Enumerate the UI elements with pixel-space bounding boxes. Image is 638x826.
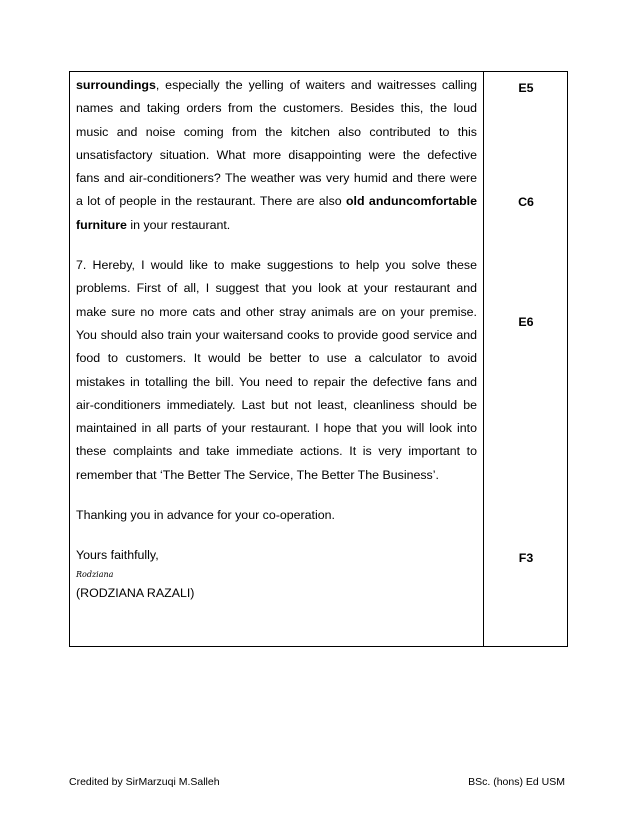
bold-text: furniture xyxy=(76,217,127,232)
text-line xyxy=(76,214,477,237)
text-line: fans and air-conditioners? The weather was very humid and there were xyxy=(76,171,477,186)
text-line: mistakes in totalling the bill. You need to repair the defective fans and xyxy=(76,374,477,389)
footer-degree: BSc. (hons) Ed USM xyxy=(468,776,565,788)
letter-table xyxy=(69,71,568,647)
text-line: remember that ‘The Better The Service, The Better The Business’. xyxy=(76,467,439,482)
text-line: names and taking orders from the customers. Besides this, the loud xyxy=(76,101,477,116)
mark-label: C6 xyxy=(518,195,534,209)
paragraph-gap xyxy=(76,487,477,504)
text-line: You should also train your waitersand cooks to provide good service and xyxy=(76,327,477,342)
mark-label: F3 xyxy=(518,551,534,565)
paragraph-complaints xyxy=(76,74,477,237)
paragraph-suggestions xyxy=(76,254,477,487)
signature: Rodziana xyxy=(76,569,114,579)
bold-text: surroundings xyxy=(76,78,156,92)
text-span: , especially the yelling of waiters and waitresses calling xyxy=(155,78,477,92)
text-line: maintained in all parts of your restaurant. I hope that you will look into xyxy=(76,421,477,436)
text-line: 7. Hereby, I would like to make suggestions to help you solve these xyxy=(76,258,477,273)
footer-credit: Credited by SirMarzuqi M.Salleh xyxy=(69,776,220,788)
mark-label: E5 xyxy=(518,81,534,95)
text-line: food to customers. It would be better to use a calculator to avoid xyxy=(76,351,477,366)
text-line: air-conditioners immediately. Last but not least, cleanliness should be xyxy=(76,397,477,412)
text-line: these complaints and take immediate actions. It is very important to xyxy=(76,444,477,459)
text-line: unsatisfactory situation. What more disappointing were the defective xyxy=(76,147,477,162)
text-line xyxy=(76,190,477,213)
text-span: a lot of people in the restaurant. There are also xyxy=(76,194,346,209)
mark-label: E6 xyxy=(518,315,534,329)
sign-off: Yours faithfully, xyxy=(76,548,159,563)
text-line: make sure no more cats and other stray animals are on your premise. xyxy=(76,304,477,319)
text-span: in your restaurant. xyxy=(126,217,231,232)
text-line: problems. First of all, I suggest that you look at your restaurant and xyxy=(76,281,477,296)
bold-text: old anduncomfortable xyxy=(345,194,478,209)
paragraph-gap xyxy=(76,527,477,544)
paragraph-gap xyxy=(76,237,477,254)
letter-text-column xyxy=(76,74,477,605)
text-line: music and noise coming from the kitchen also contributed to this xyxy=(76,124,477,139)
closing-line: Thanking you in advance for your co-operation. xyxy=(76,508,335,523)
signer-name: (RODZIANA RAZALI) xyxy=(76,585,195,600)
text-line xyxy=(76,74,477,97)
